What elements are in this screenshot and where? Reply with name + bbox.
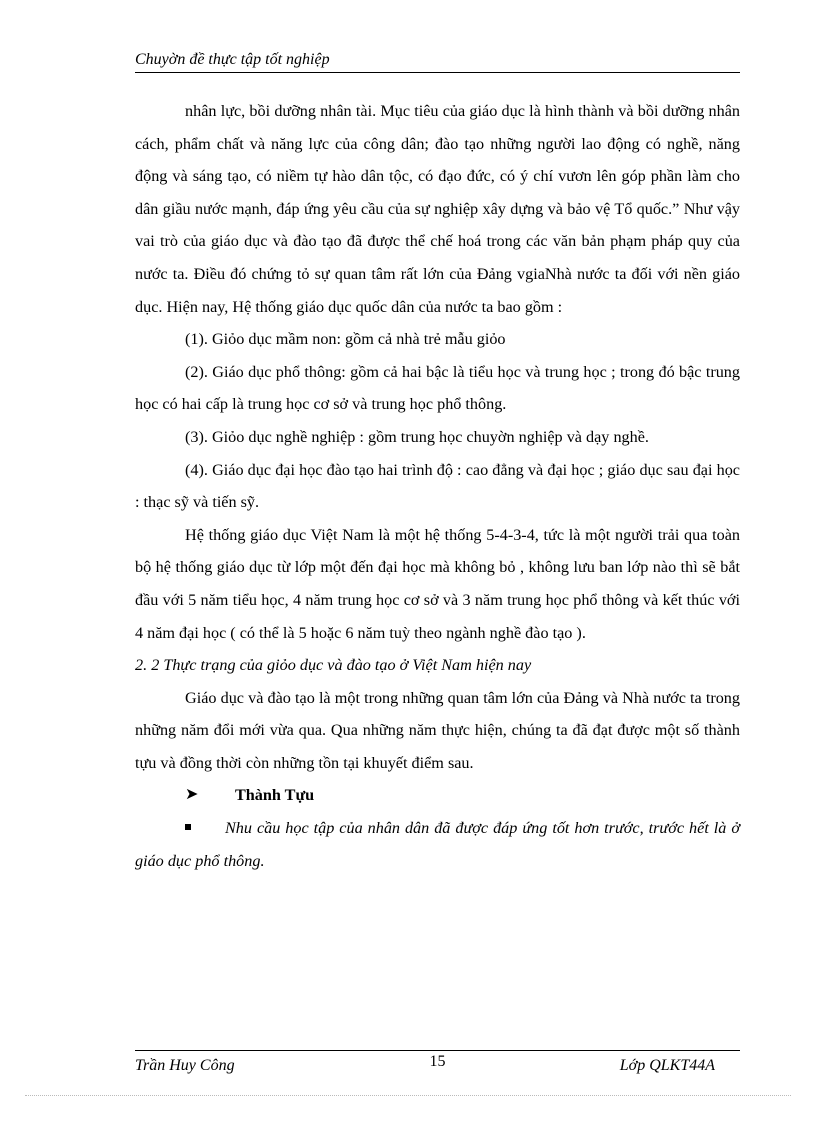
paragraph-intro: nhân lực, bồi dưỡng nhân tài. Mục tiêu của giáo dục là hình thành và bồi dưỡng nhân cách, phẩm chất và năng lực của công dân; đào tạo những người lao động có nghề, năng động và sáng tạo, có niềm tự hào dân tộc, có đạo đức, có ý chí vươn lên góp phần làm cho dân giầu nước mạnh, đáp ứng yêu cầu của sự nghiệp xây dựng và bảo vệ Tổ quốc.” Như vậy vai trò của giáo dục và đào tạo đã được thể chế hoá trong các văn bản phạm pháp quy của nước ta. Điều đó chứng tỏ sự quan tâm rất lớn của Đảng vgiaNhà nước ta đối với nền giáo dục. Hiện nay, Hệ thống giáo dục quốc dân của nước ta bao gồm : bbox=[135, 102, 740, 316]
paragraph-system: Hệ thống giáo dục Việt Nam là một hệ thống 5-4-3-4, tức là một người trải qua toàn bộ hệ thống giáo dục từ lớp một đến đại học mà không bỏ , không lưu ban lớp nào thì sẽ bắt đầu với 5 năm tiểu học, 4 năm trung học cơ sở và 3 năm trung học phổ thông và kết thúc với 4 năm đại học ( có thể là 5 hoặc 6 năm tuỳ theo ngành nghề đào tạo ). bbox=[135, 525, 740, 642]
page-number: 15 bbox=[429, 1053, 446, 1070]
square-bullet-icon bbox=[185, 824, 191, 830]
footer-class: Lớp QLKT44A bbox=[619, 1057, 715, 1074]
list-item-3: (3). Giỏo dục nghề nghiệp : gồm trung học chuyờn nghiệp và dạy nghề. bbox=[185, 427, 649, 446]
footer-rule bbox=[135, 1050, 740, 1051]
page-header bbox=[135, 50, 740, 73]
paragraph-status: Giáo dục và đào tạo là một trong những quan tâm lớn của Đảng và Nhà nước ta trong những năm đổi mới vừa qua. Qua những năm thực hiện, chúng ta đã đạt được một số thành tựu và đồng thời còn những tồn tại khuyết điểm sau. bbox=[135, 688, 740, 772]
list-item-1: (1). Giỏo dục mầm non: gồm cả nhà trẻ mẫu giỏo bbox=[185, 330, 506, 349]
footer-author: Trần Huy Công bbox=[135, 1057, 235, 1074]
square-bullet-item bbox=[135, 812, 740, 877]
square-bullet-text: Nhu cầu học tập của nhân dân đã được đáp ứng tốt hơn trước, trước hết là ở giáo dục phổ thông. bbox=[135, 819, 740, 870]
list-item-4: (4). Giáo dục đại học đào tạo hai trình độ : cao đẳng và đại học ; giáo dục sau đại học : thạc sỹ và tiến sỹ. bbox=[135, 460, 740, 512]
bullet-heading-row bbox=[135, 779, 740, 812]
header-title: Chuyờn đề thực tập tốt nghiệp bbox=[135, 51, 330, 68]
list-item-2: (2). Giáo dục phổ thông: gồm cả hai bậc là tiểu học và trung học ; trong đó bậc trung học có hai cấp là trung học cơ sở và trung học phổ thông. bbox=[135, 362, 740, 414]
page-bottom-divider bbox=[25, 1095, 791, 1096]
arrowhead-icon: ➤ bbox=[185, 786, 199, 804]
section-heading: 2. 2 Thực trạng của giỏo dục và đào tạo ở Việt Nam hiện nay bbox=[135, 656, 532, 675]
document-body bbox=[135, 95, 740, 877]
page-footer bbox=[135, 1054, 740, 1076]
bullet-heading: Thành Tựu bbox=[235, 786, 315, 805]
